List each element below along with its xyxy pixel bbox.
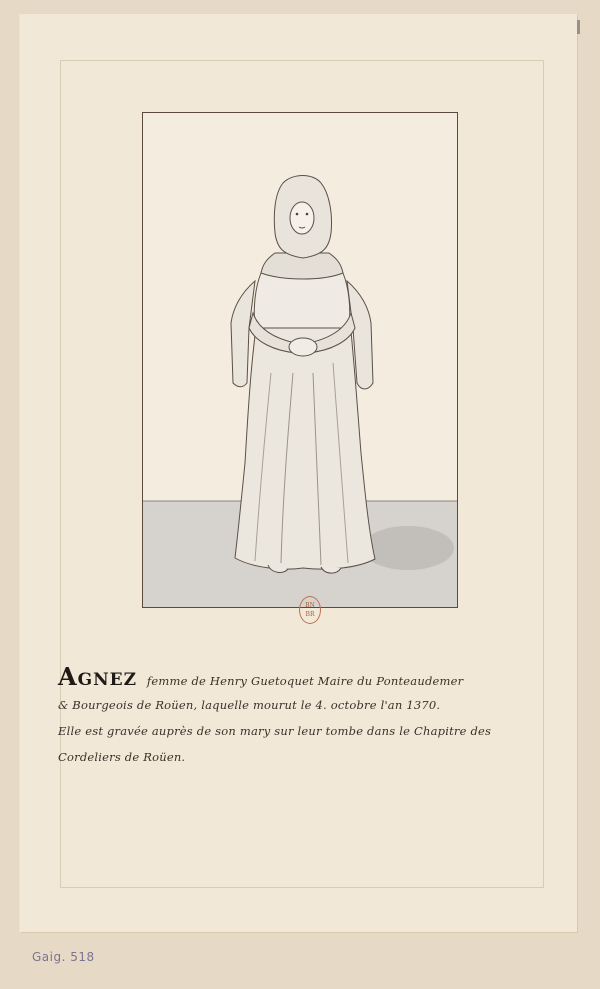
caption-line-2: & Bourgeois de Roüen, laquelle mourut le 4. octobre l'an 1370.: [58, 698, 441, 712]
subject-name: [58, 662, 137, 691]
name-rest: GNEZ: [77, 670, 138, 690]
library-stamp: [299, 596, 321, 624]
name-initial: A: [58, 662, 78, 691]
stamp-line-bottom: BR: [305, 611, 315, 618]
caption-line-1: [58, 662, 463, 691]
pencil-shelfmark: Gaig. 518: [32, 950, 95, 964]
clasped-hands: [289, 338, 317, 356]
face: [290, 202, 314, 234]
right-eye: [306, 213, 309, 216]
caption-line-3: Elle est gravée auprès de son mary sur leur tombe dans le Chapitre des: [58, 724, 492, 738]
woman-figure: [231, 176, 375, 574]
illustration-frame: [142, 112, 458, 608]
floor-shadow: [362, 526, 454, 570]
caption-line-4: Cordeliers de Roüen.: [58, 750, 186, 764]
caption-text-1: femme de Henry Guetoquet Maire du Ponteaudemer: [146, 674, 464, 688]
edge-mark: [577, 20, 580, 34]
stamp-line-top: BN: [305, 602, 315, 609]
figure-drawing: [143, 113, 457, 607]
left-eye: [296, 213, 299, 216]
paper-sheet: [20, 14, 577, 932]
